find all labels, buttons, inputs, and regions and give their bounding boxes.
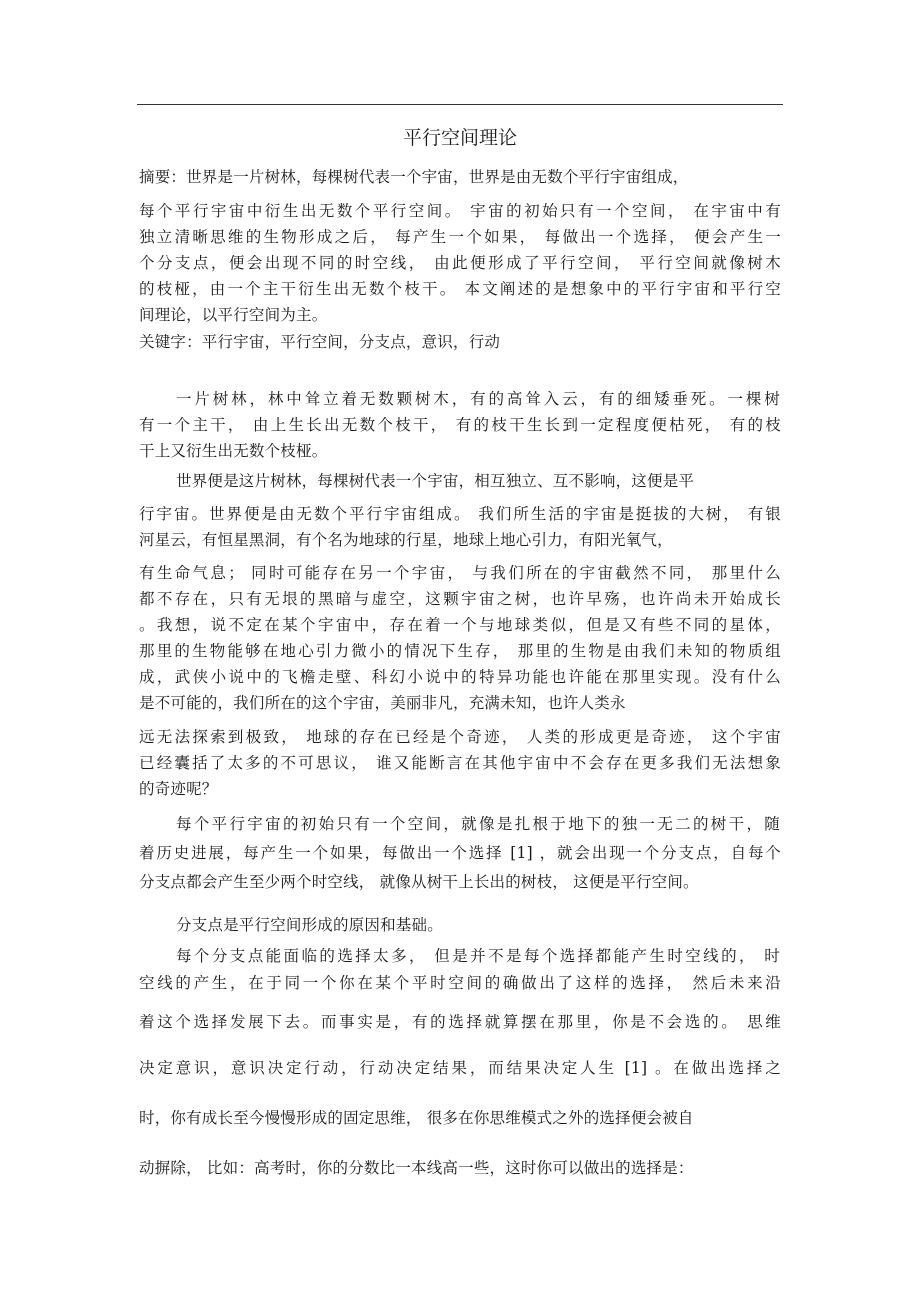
body-line: 干上又衍生出无数个枝桠。 [139,442,328,460]
body-line: 河星云，有恒星黑洞，有个名为地球的行星，地球上地心引力，有阳光氧气， [139,531,673,549]
abstract-line: 个分支点，便会出现不同的时空线， 由此便形成了平行空间， 平行空间就像树木 [139,254,781,272]
body-line: 远无法探索到极致， 地球的存在已经是个奇迹， 人类的形成更是奇迹， 这个宇宙 [139,728,781,746]
keywords-line: 关键字：平行宇宙，平行空间，分支点，意识，行动 [139,333,501,351]
body-line: 成，武侠小说中的飞檐走壁、科幻小说中的特异功能也许能在那里实现。没有什么 [139,668,781,686]
abstract-line: 独立清晰思维的生物形成之后， 每产生一个如果， 每做出一个选择， 便会产生一 [139,228,781,246]
body-line: 有生命气息； 同时可能存在另一个宇宙， 与我们所在的宇宙截然不同， 那里什么 [139,564,781,582]
body-line: 时，你有成长至今慢慢形成的固定思维， 很多在你思维模式之外的选择便会被自 [139,1109,694,1127]
abstract-line: 的枝桠，由一个主干衍生出无数个枝干。 本文阐述的是想象中的平行宇宙和平行空 [139,280,781,298]
abstract-line: 每个平行宇宙中衍生出无数个平行空间。 宇宙的初始只有一个空间， 在宇宙中有 [139,202,781,220]
body-line: 。我想，说不定在某个宇宙中，存在着一个与地球类似，但是又有些不同的星体， [139,616,781,634]
body-line: 行宇宙。世界便是由无数个平行宇宙组成。 我们所生活的宇宙是挺拔的大树， 有银 [139,505,781,523]
body-line: 已经囊括了太多的不可思议， 谁又能断言在其他宇宙中不会存在更多我们无法想象 [139,754,781,772]
body-line: 动摒除， 比如：高考时，你的分数比一本线高一些，这时你可以做出的选择是： [139,1159,694,1177]
body-line: 分支点是平行空间形成的原因和基础。 [176,916,443,934]
body-line: 那里的生物能够在地心引力微小的情况下生存， 那里的生物是由我们未知的物质组 [139,642,781,660]
body-line: 一片树林，林中耸立着无数颗树木，有的高耸入云，有的细矮垂死。一棵树 [176,390,780,408]
body-line: 有一个主干， 由上生长出无数个枝干， 有的枝干生长到一定程度便枯死， 有的枝 [139,416,781,434]
body-line: 分支点都会产生至少两个时空线， 就像从树干上长出的树枝， 这便是平行空间。 [139,873,699,891]
body-line: 着历史进展，每产生一个如果，每做出一个选择 [1] ，就会出现一个分支点，自每个 [139,844,781,862]
body-line: 空线的产生，在于同一个你在某个平时空间的确做出了这样的选择， 然后未来沿 [139,974,781,992]
header-rule [137,104,783,105]
body-line: 世界便是这片树林，每棵树代表一个宇宙，相互独立、互不影响，这便是平 [176,472,695,490]
body-line: 是不可能的，我们所在的这个宇宙，美丽非凡，充满未知，也许人类永 [139,694,626,712]
abstract-line: 间理论，以平行空间为主。 [139,306,328,324]
body-line: 着这个选择发展下去。而事实是，有的选择就算摆在那里，你是不会选的。 思维 [139,1013,781,1031]
body-line: 都不存在，只有无垠的黑暗与虚空，这颗宇宙之树，也许早殇，也许尚未开始成长 [139,590,781,608]
document-title: 平行空间理论 [402,127,517,149]
body-line: 决定意识，意识决定行动，行动决定结果，而结果决定人生 [1] 。在做出选择之 [139,1059,781,1077]
body-line: 每个分支点能面临的选择太多， 但是并不是每个选择都能产生时空线的， 时 [176,947,780,965]
body-line: 每个平行宇宙的初始只有一个空间，就像是扎根于地下的独一无二的树干，随 [176,815,780,833]
abstract-line: 摘要：世界是一片树林，每棵树代表一个宇宙，世界是由无数个平行宇宙组成， [139,168,689,186]
body-line: 的奇迹呢？ [139,780,218,798]
